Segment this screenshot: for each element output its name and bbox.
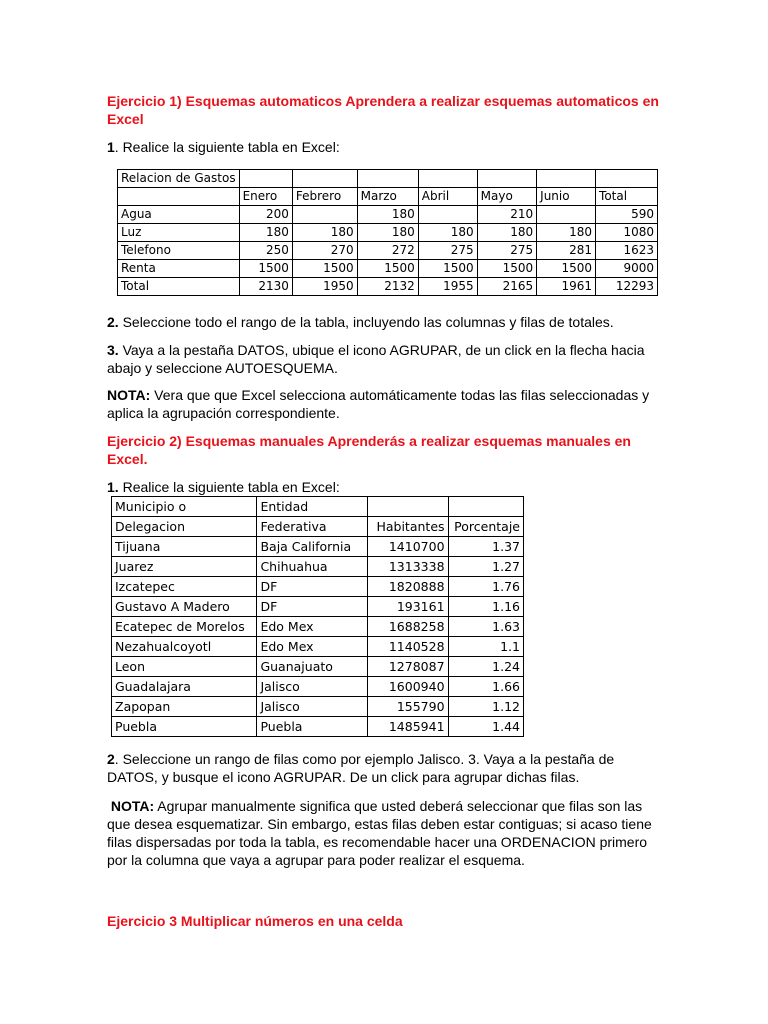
value-cell: Jalisco: [257, 697, 368, 717]
value-cell: 210: [477, 206, 537, 224]
column-header: Total: [596, 188, 658, 206]
expenses-table: [117, 169, 658, 296]
column-header: Entidad: [257, 497, 368, 517]
table-title-cell: Relacion de Gastos: [118, 170, 240, 188]
value-cell: 200: [239, 206, 292, 224]
value-cell: 590: [596, 206, 658, 224]
table-row: [118, 242, 658, 260]
value-cell: 1.76: [448, 577, 523, 597]
row-label: Gustavo A Madero: [112, 597, 257, 617]
value-cell: Edo Mex: [257, 617, 368, 637]
empty-cell: [292, 170, 357, 188]
column-header: Porcentaje: [448, 517, 523, 537]
header-row: [118, 188, 658, 206]
value-cell: 1.12: [448, 697, 523, 717]
value-cell: 250: [239, 242, 292, 260]
value-cell: DF: [257, 577, 368, 597]
value-cell: Puebla: [257, 717, 368, 737]
exercise-2-note: [107, 797, 667, 869]
exercise-1-title: Ejercicio 1) Esquemas automaticos Aprendera a realizar esquemas automaticos en Excel: [107, 93, 659, 127]
exercise-1-note: [107, 386, 667, 422]
value-cell: 180: [477, 224, 537, 242]
table-row: [112, 637, 524, 657]
table-row: [112, 697, 524, 717]
row-label: Zapopan: [112, 697, 257, 717]
value-cell: 12293: [596, 278, 658, 296]
column-header: Abril: [418, 188, 477, 206]
row-label: Total: [118, 278, 240, 296]
column-header: Mayo: [477, 188, 537, 206]
empty-cell: [537, 170, 596, 188]
value-cell: 155790: [368, 697, 448, 717]
note-label: NOTA:: [107, 387, 151, 403]
column-header: Junio: [537, 188, 596, 206]
value-cell: 1500: [292, 260, 357, 278]
column-header: Habitantes: [368, 517, 448, 537]
value-cell: 1950: [292, 278, 357, 296]
value-cell: 2165: [477, 278, 537, 296]
value-cell: 1955: [418, 278, 477, 296]
column-header: [448, 497, 523, 517]
value-cell: 1500: [477, 260, 537, 278]
step-text: Seleccione todo el rango de la tabla, incluyendo las columnas y filas de totales.: [118, 314, 614, 330]
step-number: 1: [107, 139, 115, 155]
value-cell: 9000: [596, 260, 658, 278]
value-cell: [537, 206, 596, 224]
value-cell: 1500: [357, 260, 418, 278]
value-cell: 1485941: [368, 717, 448, 737]
row-label: Telefono: [118, 242, 240, 260]
note-label: NOTA:: [110, 798, 155, 814]
value-cell: 1600940: [368, 677, 448, 697]
value-cell: 1.44: [448, 717, 523, 737]
column-header: Febrero: [292, 188, 357, 206]
row-label: Luz: [118, 224, 240, 242]
row-label: Tijuana: [112, 537, 257, 557]
exercise-2-step-1: [107, 478, 667, 496]
value-cell: 1.63: [448, 617, 523, 637]
value-cell: 1623: [596, 242, 658, 260]
value-cell: 1.1: [448, 637, 523, 657]
header-cell: [118, 188, 240, 206]
value-cell: Jalisco: [257, 677, 368, 697]
step-number: 3.: [107, 342, 119, 358]
table-row: [118, 224, 658, 242]
column-header: Federativa: [257, 517, 368, 537]
value-cell: 1.27: [448, 557, 523, 577]
empty-cell: [418, 170, 477, 188]
table-row: [118, 278, 658, 296]
value-cell: Edo Mex: [257, 637, 368, 657]
value-cell: 2132: [357, 278, 418, 296]
step-text: Realice la siguiente tabla en Excel:: [118, 479, 340, 495]
row-label: Agua: [118, 206, 240, 224]
row-label: Guadalajara: [112, 677, 257, 697]
column-header: Municipio o: [112, 497, 257, 517]
value-cell: [292, 206, 357, 224]
exercise-2-title: Ejercicio 2) Esquemas manuales Aprenderás a realizar esquemas manuales en Excel.: [107, 433, 631, 467]
exercise-3-title: Ejercicio 3 Multiplicar números en una celda: [107, 913, 403, 929]
value-cell: Chihuahua: [257, 557, 368, 577]
column-header: Enero: [239, 188, 292, 206]
row-label: Puebla: [112, 717, 257, 737]
table-row: [112, 597, 524, 617]
value-cell: 180: [292, 224, 357, 242]
value-cell: Baja California: [257, 537, 368, 557]
row-label: Ecatepec de Morelos: [112, 617, 257, 637]
value-cell: 1.37: [448, 537, 523, 557]
exercise-1-step-3: [107, 341, 667, 377]
value-cell: 1410700: [368, 537, 448, 557]
value-cell: 1313338: [368, 557, 448, 577]
row-label: Izcatepec: [112, 577, 257, 597]
value-cell: 275: [418, 242, 477, 260]
table-row: [112, 657, 524, 677]
value-cell: 180: [537, 224, 596, 242]
table-row: [112, 577, 524, 597]
value-cell: 1.66: [448, 677, 523, 697]
exercise-1-step-2: [107, 313, 667, 331]
value-cell: 275: [477, 242, 537, 260]
population-table: [111, 496, 524, 737]
step-text: . Seleccione un rango de filas como por ejemplo Jalisco. 3. Vaya a la pestaña de DATOS, y busque el icono AGRUPAR. De un click para agrupar dichas filas.: [107, 751, 615, 785]
table-row: [118, 206, 658, 224]
empty-cell: [596, 170, 658, 188]
value-cell: 281: [537, 242, 596, 260]
value-cell: [418, 206, 477, 224]
value-cell: Guanajuato: [257, 657, 368, 677]
value-cell: 180: [357, 224, 418, 242]
row-label: Juarez: [112, 557, 257, 577]
value-cell: 1500: [537, 260, 596, 278]
value-cell: 180: [357, 206, 418, 224]
table-row: [112, 677, 524, 697]
value-cell: 1080: [596, 224, 658, 242]
value-cell: 193161: [368, 597, 448, 617]
table-row: [112, 537, 524, 557]
empty-cell: [477, 170, 537, 188]
exercise-2-step-2: [107, 750, 667, 786]
row-label: Leon: [112, 657, 257, 677]
value-cell: 2130: [239, 278, 292, 296]
table-row: [118, 260, 658, 278]
value-cell: 1278087: [368, 657, 448, 677]
table-row: [112, 617, 524, 637]
value-cell: 1500: [418, 260, 477, 278]
table-title-row: [118, 170, 658, 188]
step-number: 1.: [107, 479, 119, 495]
exercise-1-step-1: [107, 138, 667, 156]
value-cell: 1820888: [368, 577, 448, 597]
step-number: 2: [107, 751, 115, 767]
column-header: Delegacion: [112, 517, 257, 537]
value-cell: 1688258: [368, 617, 448, 637]
step-text: . Realice la siguiente tabla en Excel:: [114, 139, 340, 155]
table-row: [112, 557, 524, 577]
value-cell: 180: [239, 224, 292, 242]
table-row: [112, 717, 524, 737]
value-cell: 180: [418, 224, 477, 242]
empty-cell: [357, 170, 418, 188]
row-label: Nezahualcoyotl: [112, 637, 257, 657]
column-header: Marzo: [357, 188, 418, 206]
empty-cell: [239, 170, 292, 188]
step-number: 2.: [107, 314, 119, 330]
column-header: [368, 497, 448, 517]
header-row: [112, 497, 524, 517]
header-row: [112, 517, 524, 537]
value-cell: 1500: [239, 260, 292, 278]
value-cell: DF: [257, 597, 368, 617]
value-cell: 270: [292, 242, 357, 260]
value-cell: 1140528: [368, 637, 448, 657]
row-label: Renta: [118, 260, 240, 278]
value-cell: 1.24: [448, 657, 523, 677]
note-text: Agrupar manualmente significa que usted deberá seleccionar que filas son las que desea esquematizar. Sin embargo, estas filas deben estar contiguas; si acaso tiene filas dispersadas por toda la tabla, es recomendable hacer una ORDENACION primero por la columna que vaya a agrupar para poder realizar el esquema.: [107, 798, 652, 868]
note-text: Vera que que Excel selecciona automáticamente todas las filas seleccionadas y aplica la agrupación correspondiente.: [107, 387, 650, 421]
value-cell: 1961: [537, 278, 596, 296]
value-cell: 272: [357, 242, 418, 260]
value-cell: 1.16: [448, 597, 523, 617]
step-text: Vaya a la pestaña DATOS, ubique el icono AGRUPAR, de un click en la flecha hacia abajo y seleccione AUTOESQUEMA.: [107, 342, 645, 376]
